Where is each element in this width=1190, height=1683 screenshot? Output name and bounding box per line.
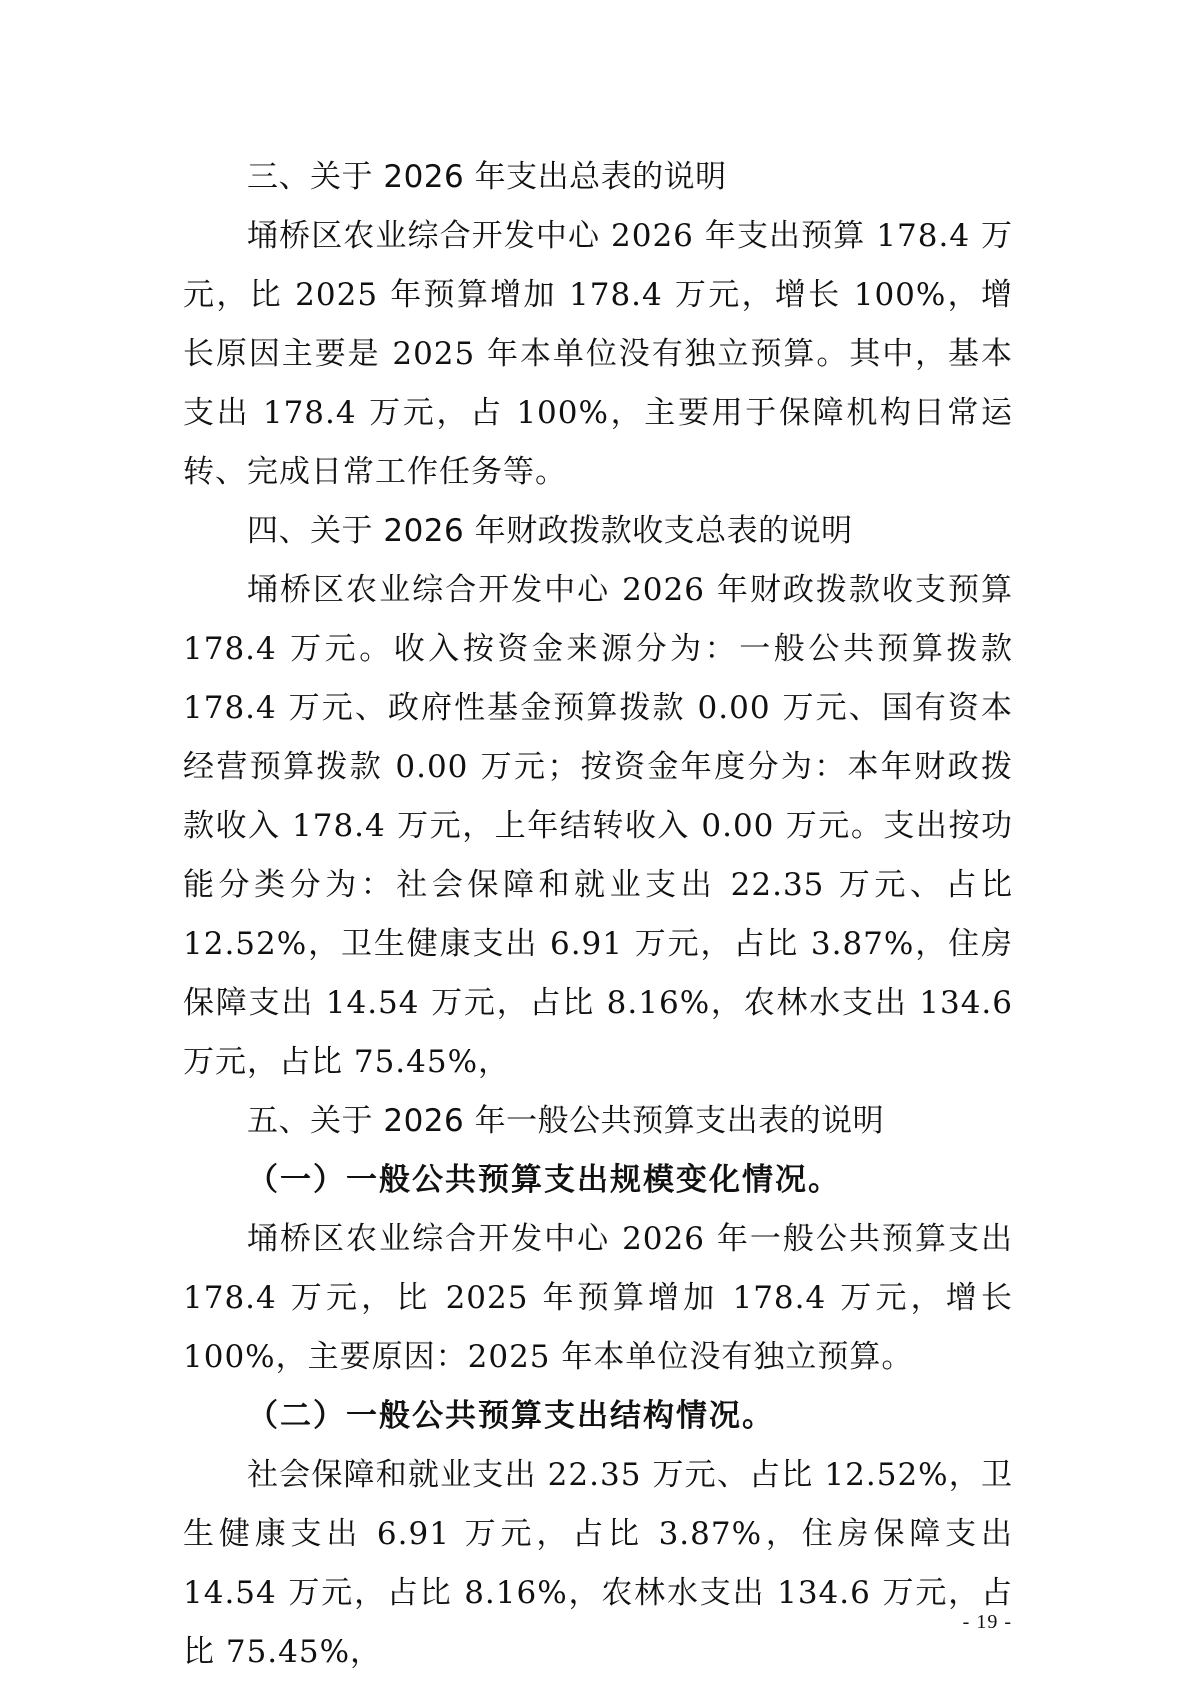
section-5-2-heading: （二）一般公共预算支出结构情况。	[247, 1398, 775, 1434]
section-3-paragraph: 埇桥区农业综合开发中心 2026 年支出预算 178.4 万元，比 2025 年预算增加 178.4 万元，增长 100%，增长原因主要是 2025 年本单位没有独立预算。其中，基本支出 178.4 万元，占 100%，主要用于保障机构日常运转、完成日常工作任务等。	[183, 218, 1013, 490]
section-5-heading: 五、关于 2026 年一般公共预算支出表的说明	[247, 1103, 885, 1139]
section-4-paragraph: 埇桥区农业综合开发中心 2026 年财政拨款收支预算 178.4 万元。收入按资金来源分为：一般公共预算拨款 178.4 万元、政府性基金预算拨款 0.00 万元、国有资本经营预算拨款 0.00 万元；按资金年度分为：本年财政拨款收入 178.4 万元，上年结转收入 0.00 万元。支出按功能分类分为：社会保障和就业支出 22.35 万元、占比 12.52%，卫生健康支出 6.91 万元，占比 3.87%，住房保障支出 14.54 万元，占比 8.16%，农林水支出 134.6 万元，占比 75.45%，	[183, 572, 1013, 1080]
section-5-1-heading: （一）一般公共预算支出规模变化情况。	[247, 1162, 841, 1198]
section-5-1-paragraph: 埇桥区农业综合开发中心 2026 年一般公共预算支出 178.4 万元，比 2025 年预算增加 178.4 万元，增长 100%，主要原因：2025 年本单位没有独立预算。	[183, 1221, 1013, 1375]
section-3-heading: 三、关于 2026 年支出总表的说明	[247, 159, 727, 195]
section-5-2-paragraph: 社会保障和就业支出 22.35 万元、占比 12.52%，卫生健康支出 6.91 万元，占比 3.87%，住房保障支出 14.54 万元，占比 8.16%，农林水支出 134.6 万元，占比 75.45%，	[183, 1457, 1013, 1670]
page-content	[183, 148, 1013, 1682]
section-4-heading: 四、关于 2026 年财政拨款收支总表的说明	[247, 513, 853, 549]
page-number: - 19 -	[962, 1611, 1012, 1633]
